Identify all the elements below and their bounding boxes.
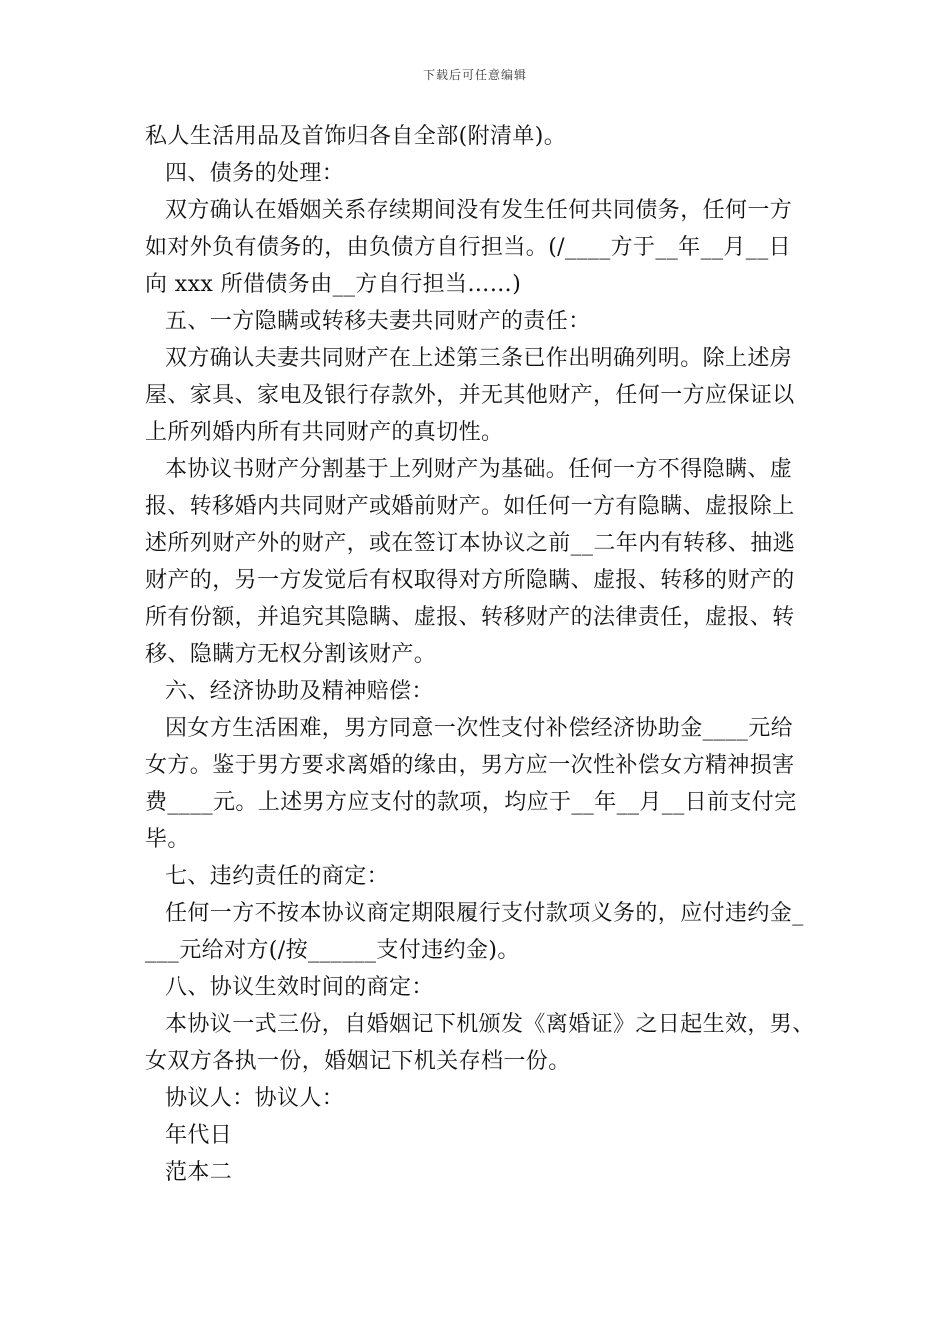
document-body xyxy=(145,118,825,1191)
paragraph-line: 财产的，另一方发觉后有权取得对方所隐瞒、虚报、转移的财产的 xyxy=(145,568,795,593)
paragraph-line: 本协议一式三份，自婚姻记下机颁发《离婚证》之日起生效，男、 xyxy=(165,1012,815,1037)
paragraph-line: 本协议书财产分割基于上列财产为基础。任何一方不得隐瞒、虚 xyxy=(165,457,793,482)
paragraph-line: 述所列财产外的财产，或在签订本协议之前__二年内有转移、抽逃 xyxy=(145,531,796,556)
paragraph-line: 六、经济协助及精神赔偿： xyxy=(165,679,434,704)
paragraph-line: 双方确认夫妻共同财产在上述第三条已作出明确列明。除上述房 xyxy=(165,346,793,371)
page-header: 下载后可任意编辑 xyxy=(422,68,527,82)
paragraph-line: 因女方生活困难，男方同意一次性支付补偿经济协助金____元给 xyxy=(165,716,794,741)
paragraph-line: ___元给对方(/按______支付违约金)。 xyxy=(145,938,520,963)
paragraph-line: 上所列婚内所有共同财产的真切性。 xyxy=(145,420,504,445)
paragraph-line: 五、一方隐瞒或转移夫妻共同财产的责任： xyxy=(165,309,591,334)
paragraph-line: 所有份额，并追究其隐瞒、虚报、转移财产的法律责任，虚报、转 xyxy=(145,605,795,630)
paragraph-line: 移、隐瞒方无权分割该财产。 xyxy=(145,642,437,667)
paragraph-line: 报、转移婚内共同财产或婚前财产。如任何一方有隐瞒、虚报除上 xyxy=(145,494,795,519)
paragraph-line: 双方确认在婚姻关系存续期间没有发生任何共同债务，任何一方 xyxy=(165,198,793,223)
paragraph-line: 女双方各执一份，婚姻记下机关存档一份。 xyxy=(145,1049,571,1074)
paragraph-line: 向 xxx 所借债务由__方自行担当……) xyxy=(145,272,522,297)
paragraph-line: 毕。 xyxy=(145,827,190,852)
paragraph-line: 任何一方不按本协议商定期限履行支付款项义务的，应付违约金_ xyxy=(165,901,804,926)
paragraph-line: 如对外负有债务的，由负债方自行担当。(/____方于__年__月__日 xyxy=(145,235,791,260)
paragraph-line: 协议人：协议人： xyxy=(165,1086,345,1111)
paragraph-line: 范本二 xyxy=(165,1160,233,1185)
paragraph-line: 费____元。上述男方应支付的款项，均应于__年__月__日前支付完 xyxy=(145,790,797,815)
paragraph-line: 年代日 xyxy=(165,1123,233,1148)
paragraph-line: 八、协议生效时间的商定： xyxy=(165,975,434,1000)
paragraph-line: 四、债务的处理： xyxy=(165,161,345,186)
paragraph-line: 七、违约责任的商定： xyxy=(165,864,390,889)
paragraph-line: 私人生活用品及首饰归各自全部(附清单)。 xyxy=(145,124,567,149)
paragraph-line: 女方。鉴于男方要求离婚的缘由，男方应一次性补偿女方精神损害 xyxy=(145,753,795,778)
paragraph-line: 屋、家具、家电及银行存款外，并无其他财产，任何一方应保证以 xyxy=(145,383,795,408)
